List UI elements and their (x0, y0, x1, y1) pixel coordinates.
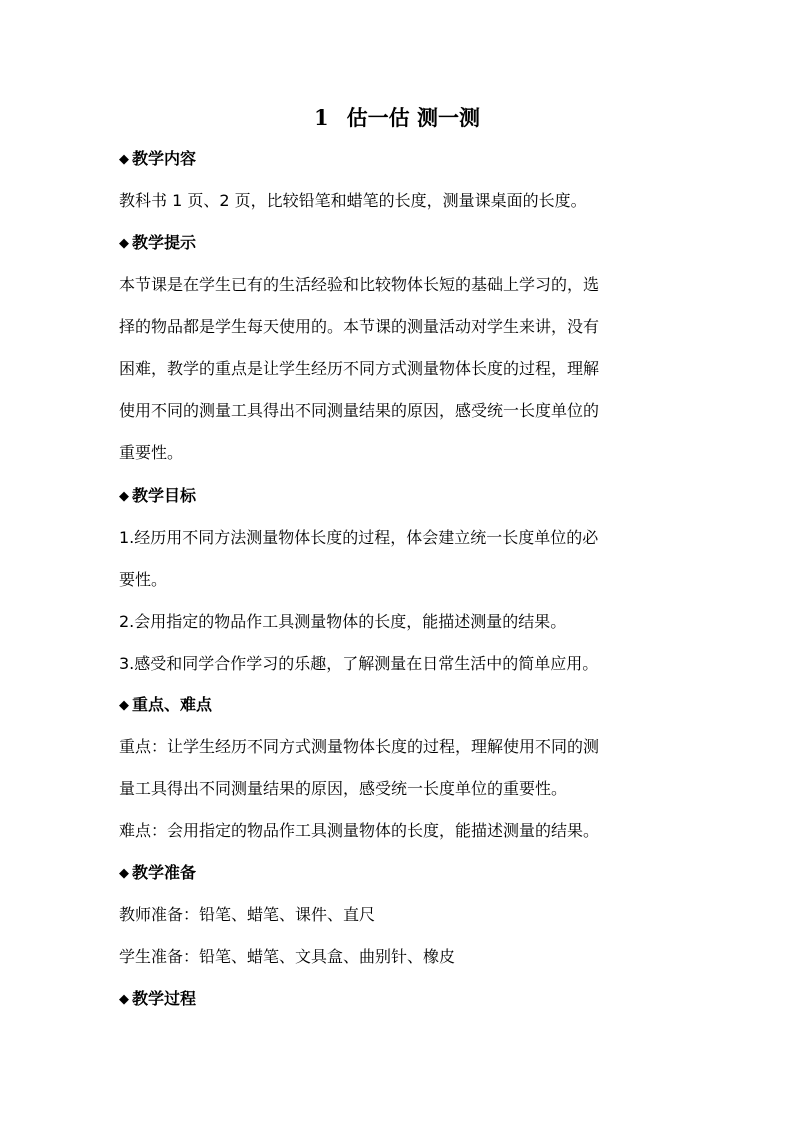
section-heading-content (119, 147, 699, 172)
lesson-title: 估一估 测一测 (346, 105, 480, 130)
section-heading-key-points (119, 693, 699, 718)
section-heading-text: 教学目标 (132, 486, 197, 505)
section-heading-tips (119, 231, 699, 256)
section-heading-text: 教学过程 (132, 989, 197, 1008)
list-item: 3.感受和同学合作学习的乐趣，了解测量在日常生活中的简单应用。 (119, 654, 599, 673)
paragraph-line: 困难，教学的重点是让学生经历不同方式测量物体长度的过程，理解 (119, 359, 600, 378)
diamond-bullet-icon: ◆ (119, 866, 129, 881)
section-heading-preparation (119, 861, 699, 886)
diamond-bullet-icon: ◆ (119, 489, 129, 504)
paragraph-line: 本节课是在学生已有的生活经验和比较物体长短的基础上学习的，选 (119, 275, 600, 294)
section-heading-text: 教学内容 (132, 149, 197, 168)
diamond-bullet-icon: ◆ (119, 992, 129, 1007)
paragraph-line: 重要性。 (119, 443, 184, 462)
diamond-bullet-icon: ◆ (119, 236, 129, 251)
paragraph-line: 量工具得出不同测量结果的原因，感受统一长度单位的重要性。 (119, 779, 568, 798)
page-title (0, 104, 794, 132)
lesson-number: 1 (314, 105, 329, 130)
paragraph-line: 重点：让学生经历不同方式测量物体长度的过程，理解使用不同的测 (119, 737, 600, 756)
paragraph-line: 难点：会用指定的物品作工具测量物体的长度，能描述测量的结果。 (119, 821, 600, 840)
diamond-bullet-icon: ◆ (119, 152, 129, 167)
section-heading-process (119, 987, 699, 1012)
section-heading-goals (119, 484, 699, 509)
paragraph-line: 学生准备：铅笔、蜡笔、文具盒、曲别针、橡皮 (119, 947, 456, 966)
list-item: 2.会用指定的物品作工具测量物体的长度，能描述测量的结果。 (119, 612, 567, 631)
list-item: 1.经历用不同方法测量物体长度的过程，体会建立统一长度单位的必 (119, 528, 599, 547)
list-item-continuation: 要性。 (119, 570, 168, 589)
paragraph-line: 教科书 1 页、2 页，比较铅笔和蜡笔的长度，测量课桌面的长度。 (119, 191, 587, 210)
paragraph-line: 使用不同的测量工具得出不同测量结果的原因，感受统一长度单位的 (119, 401, 600, 420)
paragraph-line: 择的物品都是学生每天使用的。本节课的测量活动对学生来讲，没有 (119, 317, 600, 336)
paragraph-line: 教师准备：铅笔、蜡笔、课件、直尺 (119, 905, 376, 924)
section-heading-text: 教学准备 (132, 863, 197, 882)
diamond-bullet-icon: ◆ (119, 698, 129, 713)
section-heading-text: 教学提示 (132, 233, 197, 252)
section-heading-text: 重点、难点 (132, 695, 213, 714)
